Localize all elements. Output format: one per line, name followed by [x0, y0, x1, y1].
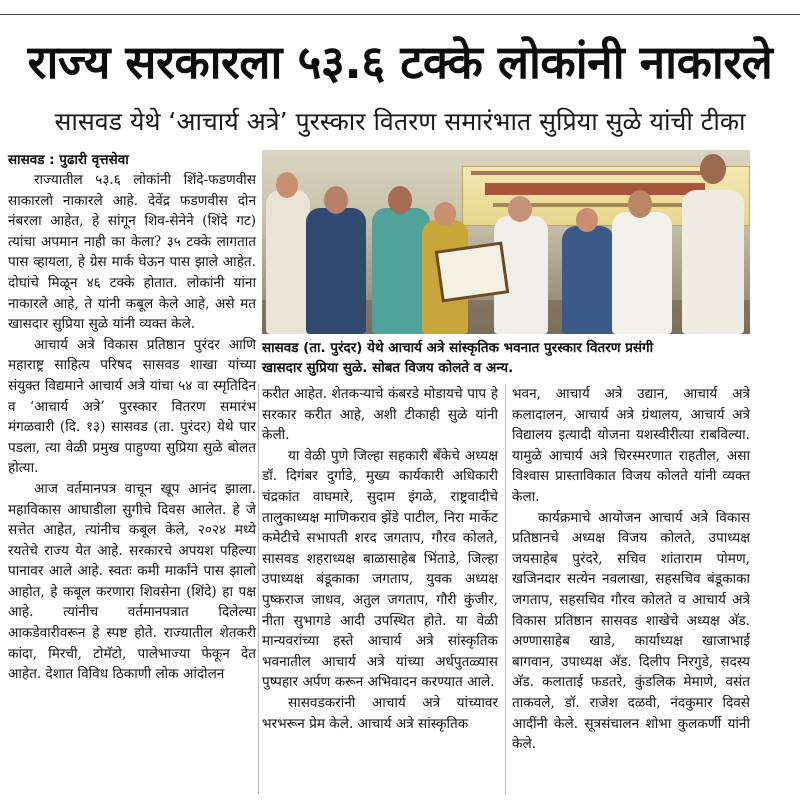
top-rule [0, 14, 800, 15]
news-photo [262, 150, 750, 334]
paragraph: करीत आहेत. शेतकऱ्याचे कंबरडे मोडायचे पाप हे सरकार करीत आहे, अशी टीकाही सुळे यांनी केली. [262, 386, 498, 444]
paragraph: कार्यक्रमाचे आयोजन आचार्य अत्रे विकास प्रतिष्ठानचे अध्यक्ष विजय कोलते, उपाध्यक्ष जयसाहेब पुरंदरे, सचिव शांताराम पोमण, खजिनदार सत्येन नवलाखा, सहसचिव बंडूकाका जगताप, सहसचिव गौरव कोलते व आचार्य अत्रे विकास प्रतिष्ठान सासवड शाखेचे अध्यक्ष अ‍ॅड. अण्णासाहेब खाडे, कार्याध्यक्ष खाजाभाई बागवान, उपाध्यक्ष अ‍ॅड. दिलीप निरगुडे, सदस्य अ‍ॅड. कलाताई फडतरे, कुंडलिक मेमाणे, वसंत ताकवले, डॉ. राजेश दळवी, नंदकुमार दिवसे आदींनी केले. सूत्रसंचालन शोभा कुलकर्णी यांनी केले. [512, 509, 750, 753]
article-column-2 [262, 384, 498, 734]
paragraph: राज्यातील ५३.६ लोकांनी शिंदे-फडणवीस साकारलो नाकारले आहे. देवेंद्र फडणवीस दोन नंबरला आहेत, हे सांगून शिव-सेनेने (शिंदे गट) त्यांचा अपमान नाही का केला? ३५ टक्के लागतात पास व्हायला, हे ग्रेस मार्क घेऊन पास झाले आहेत. दोघांचे मिळून ४६ टक्के होतात. लोकांनी यांना नाकारले आहे, ते यांनी कबूल केले आहे, असे मत खासदार सुप्रिया सुळे यांनी व्यक्त केले. [8, 172, 256, 333]
column-divider [258, 384, 259, 794]
headline: राज्य सरकारला ५३.६ टक्के लोकांनी नाकारले [27, 35, 773, 89]
article-column-3 [512, 384, 750, 755]
column-divider [505, 384, 506, 794]
photo-caption-line-2: खासदार सुप्रिया सुळे. सोबत विजय कोलते व अन्य. [262, 360, 514, 376]
paragraph: आचार्य अत्रे विकास प्रतिष्ठान पुरंदर आणि महाराष्ट्र साहित्य परिषद सासवड शाखा यांच्या संयुक्त विद्यमाने आचार्य अत्रे यांचा ५४ वा स्मृतिदिन व ‘आचार्य अत्रे’ पुरस्कार वितरण समारंभ मंगळवारी (दि. १३) सासवड (ता. पुरंदर) येथे पार पडला, त्या वेळी प्रमुख पाहुण्या सुप्रिया सुळे बोलत होत्या. [8, 336, 256, 477]
paragraph: आज वर्तमानपत्र वाचून खूप आनंद झाला. महाविकास आघाडीला सुगीचे दिवस आलेत. हे जे सत्तेत आहेत, त्यांनीच कबूल केले, २०२४ मध्ये रयतेचे राज्य येत आहे. सरकारचे अपयश पहिल्या पानावर आले आहे. स्वतः कमी मार्कांने पास झालो आहोत, हे कबूल करणारा शिवसेना (शिंदे) हा पक्ष आहे. त्यांनीच वर्तमानपत्रात दिलेल्या आकडेवारीवरून हे स्पष्ट होते. राज्यातील शेतकरी कांदा, मिरची, टोमॅटो, पालेभाज्या फेकून देत आहेत. देशात विविध ठिकाणी लोक आंदोलन [8, 480, 256, 683]
paragraph: सासवडकरांनी आचार्य अत्रे यांच्यावर भरभरून प्रेम केले. आचार्य अत्रे सांस्कृतिक [262, 694, 498, 732]
photo-caption-line-1: सासवड (ता. पुरंदर) येथे आचार्य अत्रे सांस्कृतिक भवनात पुरस्कार वितरण प्रसंगी [262, 340, 654, 356]
paragraph: या वेळी पुणे जिल्हा सहकारी बँकेचे अध्यक्ष डॉ. दिगंबर दुर्गाडे, मुख्य कार्यकारी अधिकारी चंद्रकांत वाघमारे, सुदाम इंगळे, राष्ट्रवादीचे तालुकाध्यक्ष माणिकराव झेंडे पाटील, निरा मार्केट कमेटीचे सभापती शरद जगताप, गौरव कोलते, सासवड शहराध्यक्ष बाळासाहेब भिंताडे, जिल्हा उपाध्यक्ष बंडूकाका जगताप, युवक अध्यक्ष पुष्कराज जाधव, अतुल जगताप, गौरी कुंजीर, नीता सुभागडे आदी उपस्थित होते. या वेळी मान्यवरांच्या हस्ते आचार्य अत्रे सांस्कृतिक भवनातील आचार्य अत्रे यांच्या अर्धपुतळ्यास पुष्पहार अर्पण करून अभिवादन करण्यात आले. [262, 447, 498, 691]
photo-caption [262, 338, 750, 380]
article-column-1 [8, 170, 256, 685]
subheadline: सासवड येथे ‘आचार्य अत्रे’ पुरस्कार वितरण समारंभात सुप्रिया सुळे यांची टीका [54, 107, 746, 136]
byline: सासवड : पुढारी वृत्तसेवा [8, 152, 129, 168]
paragraph: भवन, आचार्य अत्रे उद्यान, आचार्य अत्रे कलादालन, आचार्य अत्रे ग्रंथालय, आचार्य अत्रे विद्यालय इत्यादी योजना यशस्वीरीत्या राबविल्या. यामुळे आचार्य अत्रे चिरस्मरणात राहतील, असा विश्वास प्रास्ताविकात विजय कोलते यांनी व्यक्त केला. [512, 386, 750, 505]
award-frame [435, 242, 510, 303]
